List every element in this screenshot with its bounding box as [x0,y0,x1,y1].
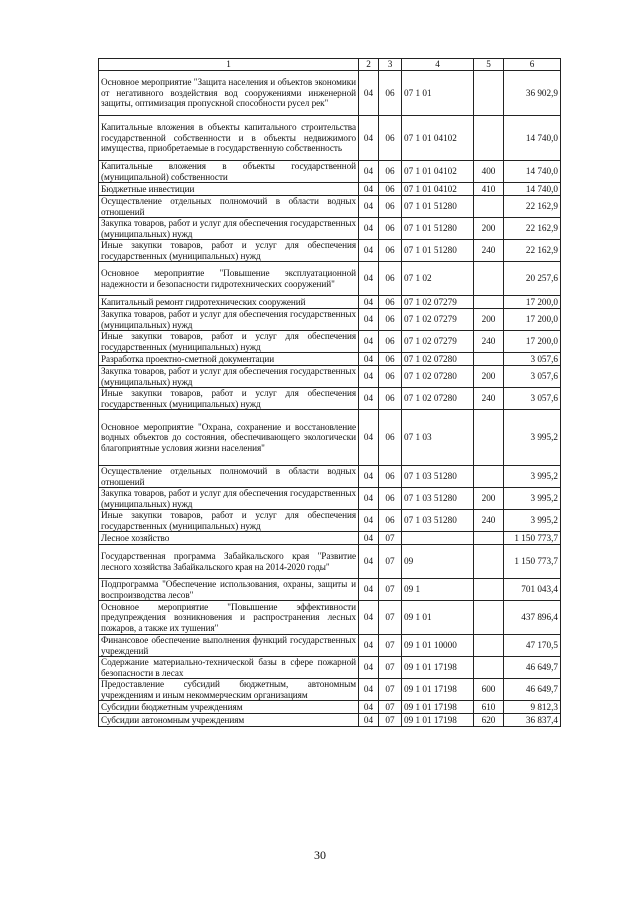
target-article-cell: 07 1 01 51280 [402,218,474,240]
section-code-cell: 04 [359,71,379,116]
row-name-cell: Иные закупки товаров, работ и услуг для обеспечения государственных (муниципальных) нужд [99,331,359,353]
row-name-cell: Иные закупки товаров, работ и услуг для обеспечения государственных (муниципальных) нужд [99,240,359,262]
amount-cell: 437 896,4 [504,601,561,635]
target-article-cell: 07 1 02 07280 [402,353,474,366]
subsection-code-cell: 06 [379,331,402,353]
target-article-cell: 07 1 01 [402,71,474,116]
amount-cell: 1 150 773,7 [504,532,561,545]
amount-cell: 46 649,7 [504,679,561,701]
target-article-cell: 09 1 01 17198 [402,701,474,714]
amount-cell: 20 257,6 [504,262,561,296]
table-row [99,353,561,366]
table-row [99,196,561,218]
row-name-cell: Основное мероприятие "Охрана, сохранение и восстановление водных объектов до состояния, обеспечивающего экологически благоприятные условия жизни населения" [99,410,359,466]
target-article-cell: 09 1 [402,579,474,601]
target-article-cell: 07 1 03 51280 [402,488,474,510]
expense-type-cell [474,657,504,679]
section-code-cell: 04 [359,714,379,727]
expense-type-cell [474,296,504,309]
expense-type-cell: 240 [474,240,504,262]
table-row [99,388,561,410]
amount-cell: 46 649,7 [504,657,561,679]
header-cell: 4 [402,59,474,71]
expense-type-cell [474,466,504,488]
row-name-cell: Капитальные вложения в объекты государственной (муниципальной) собственности [99,161,359,183]
section-code-cell: 04 [359,545,379,579]
table-body [99,71,561,727]
section-code-cell: 04 [359,388,379,410]
subsection-code-cell: 06 [379,240,402,262]
amount-cell: 3 995,2 [504,466,561,488]
table-row [99,510,561,532]
expense-type-cell [474,532,504,545]
expense-type-cell [474,410,504,466]
section-code-cell: 04 [359,466,379,488]
row-name-cell: Закупка товаров, работ и услуг для обеспечения государственных (муниципальных) нужд [99,488,359,510]
budget-table [98,58,561,727]
amount-cell: 22 162,9 [504,196,561,218]
expense-type-cell: 400 [474,161,504,183]
row-name-cell: Государственная программа Забайкальского края "Развитие лесного хозяйства Забайкальского края на 2014-2020 годы" [99,545,359,579]
target-article-cell: 07 1 03 [402,410,474,466]
row-name-cell: Финансовое обеспечение выполнения функций государственных учреждений [99,635,359,657]
header-cell: 5 [474,59,504,71]
row-name-cell: Субсидии бюджетным учреждениям [99,701,359,714]
section-code-cell: 04 [359,366,379,388]
subsection-code-cell: 07 [379,579,402,601]
table-row [99,161,561,183]
amount-cell: 9 812,3 [504,701,561,714]
section-code-cell: 04 [359,183,379,196]
row-name-cell: Основное мероприятие "Защита населения и объектов экономики от негативного воздействия вод сооружениями инженерной защиты, оптимизация пропускной способности русел рек" [99,71,359,116]
subsection-code-cell: 06 [379,296,402,309]
section-code-cell: 04 [359,579,379,601]
subsection-code-cell: 06 [379,183,402,196]
page-number: 30 [314,848,326,862]
row-name-cell: Подпрограмма "Обеспечение использования, охраны, защиты и воспроизводства лесов" [99,579,359,601]
target-article-cell: 07 1 02 07280 [402,388,474,410]
expense-type-cell: 240 [474,510,504,532]
table-row [99,679,561,701]
subsection-code-cell: 06 [379,71,402,116]
table-header-row [99,59,561,71]
table-row [99,532,561,545]
row-name-cell: Закупка товаров, работ и услуг для обеспечения государственных (муниципальных) нужд [99,366,359,388]
expense-type-cell [474,116,504,161]
expense-type-cell: 240 [474,388,504,410]
table-row [99,309,561,331]
section-code-cell: 04 [359,296,379,309]
subsection-code-cell: 06 [379,488,402,510]
expense-type-cell [474,601,504,635]
target-article-cell: 09 1 01 [402,601,474,635]
header-cell: 6 [504,59,561,71]
table-row [99,116,561,161]
section-code-cell: 04 [359,701,379,714]
table-row [99,701,561,714]
amount-cell: 3 995,2 [504,410,561,466]
subsection-code-cell: 07 [379,714,402,727]
table-row [99,466,561,488]
section-code-cell: 04 [359,218,379,240]
target-article-cell: 07 1 01 04102 [402,116,474,161]
amount-cell: 14 740,0 [504,116,561,161]
subsection-code-cell: 06 [379,410,402,466]
table-row [99,410,561,466]
target-article-cell: 07 1 01 04102 [402,183,474,196]
subsection-code-cell: 07 [379,635,402,657]
amount-cell: 3 057,6 [504,366,561,388]
amount-cell: 3 057,6 [504,353,561,366]
row-name-cell: Субсидии автономным учреждениям [99,714,359,727]
expense-type-cell [474,71,504,116]
table-row [99,488,561,510]
target-article-cell: 07 1 02 [402,262,474,296]
subsection-code-cell: 06 [379,161,402,183]
amount-cell: 3 057,6 [504,388,561,410]
amount-cell: 14 740,0 [504,161,561,183]
row-name-cell: Основное мероприятие "Повышение эксплуатационной надежности и безопасности гидротехнических сооружений" [99,262,359,296]
target-article-cell: 07 1 02 07279 [402,309,474,331]
target-article-cell [402,532,474,545]
amount-cell: 22 162,9 [504,218,561,240]
subsection-code-cell: 06 [379,366,402,388]
row-name-cell: Предоставление субсидий бюджетным, автономным учреждениям и иным некоммерческим организациям [99,679,359,701]
row-name-cell: Закупка товаров, работ и услуг для обеспечения государственных (муниципальных) нужд [99,309,359,331]
subsection-code-cell: 07 [379,601,402,635]
row-name-cell: Капитальный ремонт гидротехнических сооружений [99,296,359,309]
expense-type-cell: 620 [474,714,504,727]
target-article-cell: 07 1 01 51280 [402,240,474,262]
target-article-cell: 07 1 01 04102 [402,161,474,183]
target-article-cell: 09 1 01 17198 [402,657,474,679]
expense-type-cell: 240 [474,331,504,353]
section-code-cell: 04 [359,635,379,657]
row-name-cell: Иные закупки товаров, работ и услуг для обеспечения государственных (муниципальных) нужд [99,388,359,410]
target-article-cell: 09 [402,545,474,579]
row-name-cell: Осуществление отдельных полномочий в области водных отношений [99,196,359,218]
amount-cell: 36 837,4 [504,714,561,727]
subsection-code-cell: 06 [379,196,402,218]
subsection-code-cell: 07 [379,532,402,545]
section-code-cell: 04 [359,309,379,331]
expense-type-cell: 200 [474,218,504,240]
target-article-cell: 07 1 02 07279 [402,296,474,309]
section-code-cell: 04 [359,532,379,545]
section-code-cell: 04 [359,240,379,262]
header-cell: 1 [99,59,359,71]
subsection-code-cell: 07 [379,657,402,679]
section-code-cell: 04 [359,657,379,679]
expense-type-cell: 610 [474,701,504,714]
table-row [99,366,561,388]
amount-cell: 1 150 773,7 [504,545,561,579]
target-article-cell: 09 1 01 10000 [402,635,474,657]
table-row [99,657,561,679]
table-row [99,218,561,240]
amount-cell: 17 200,0 [504,309,561,331]
amount-cell: 3 995,2 [504,488,561,510]
table-row [99,296,561,309]
section-code-cell: 04 [359,679,379,701]
row-name-cell: Основное мероприятие "Повышение эффективности предупреждения возникновения и распространения лесных пожаров, а также их тушения" [99,601,359,635]
expense-type-cell: 200 [474,366,504,388]
target-article-cell: 09 1 01 17198 [402,714,474,727]
section-code-cell: 04 [359,161,379,183]
section-code-cell: 04 [359,353,379,366]
row-name-cell: Иные закупки товаров, работ и услуг для обеспечения государственных (муниципальных) нужд [99,510,359,532]
row-name-cell: Разработка проектно-сметной документации [99,353,359,366]
expense-type-cell [474,579,504,601]
expense-type-cell [474,353,504,366]
target-article-cell: 07 1 02 07279 [402,331,474,353]
target-article-cell: 09 1 01 17198 [402,679,474,701]
row-name-cell: Содержание материально-технической базы в сфере пожарной безопасности в лесах [99,657,359,679]
section-code-cell: 04 [359,196,379,218]
expense-type-cell [474,635,504,657]
table-row [99,579,561,601]
table-row [99,635,561,657]
budget-table-container [98,58,560,727]
subsection-code-cell: 07 [379,545,402,579]
table-row [99,714,561,727]
expense-type-cell: 200 [474,488,504,510]
expense-type-cell: 200 [474,309,504,331]
table-row [99,240,561,262]
header-cell: 3 [379,59,402,71]
subsection-code-cell: 06 [379,466,402,488]
subsection-code-cell: 06 [379,262,402,296]
amount-cell: 36 902,9 [504,71,561,116]
amount-cell: 701 043,4 [504,579,561,601]
row-name-cell: Закупка товаров, работ и услуг для обеспечения государственных (муниципальных) нужд [99,218,359,240]
row-name-cell: Осуществление отдельных полномочий в области водных отношений [99,466,359,488]
amount-cell: 17 200,0 [504,296,561,309]
section-code-cell: 04 [359,410,379,466]
amount-cell: 22 162,9 [504,240,561,262]
table-row [99,183,561,196]
row-name-cell: Бюджетные инвестиции [99,183,359,196]
table-row [99,601,561,635]
section-code-cell: 04 [359,116,379,161]
amount-cell: 14 740,0 [504,183,561,196]
expense-type-cell [474,545,504,579]
subsection-code-cell: 06 [379,388,402,410]
expense-type-cell [474,196,504,218]
table-row [99,331,561,353]
table-row [99,545,561,579]
amount-cell: 17 200,0 [504,331,561,353]
subsection-code-cell: 06 [379,353,402,366]
table-row [99,262,561,296]
target-article-cell: 07 1 01 51280 [402,196,474,218]
subsection-code-cell: 06 [379,510,402,532]
expense-type-cell: 600 [474,679,504,701]
target-article-cell: 07 1 03 51280 [402,510,474,532]
expense-type-cell [474,262,504,296]
target-article-cell: 07 1 02 07280 [402,366,474,388]
subsection-code-cell: 07 [379,701,402,714]
section-code-cell: 04 [359,488,379,510]
row-name-cell: Лесное хозяйство [99,532,359,545]
expense-type-cell: 410 [474,183,504,196]
amount-cell: 3 995,2 [504,510,561,532]
subsection-code-cell: 06 [379,116,402,161]
table-row [99,71,561,116]
section-code-cell: 04 [359,262,379,296]
subsection-code-cell: 06 [379,309,402,331]
section-code-cell: 04 [359,510,379,532]
section-code-cell: 04 [359,601,379,635]
subsection-code-cell: 07 [379,679,402,701]
subsection-code-cell: 06 [379,218,402,240]
target-article-cell: 07 1 03 51280 [402,466,474,488]
header-cell: 2 [359,59,379,71]
section-code-cell: 04 [359,331,379,353]
row-name-cell: Капитальные вложения в объекты капитального строительства государственной собственности и в объекты недвижимого имущества, приобретаемые в государственную собственность [99,116,359,161]
amount-cell: 47 170,5 [504,635,561,657]
